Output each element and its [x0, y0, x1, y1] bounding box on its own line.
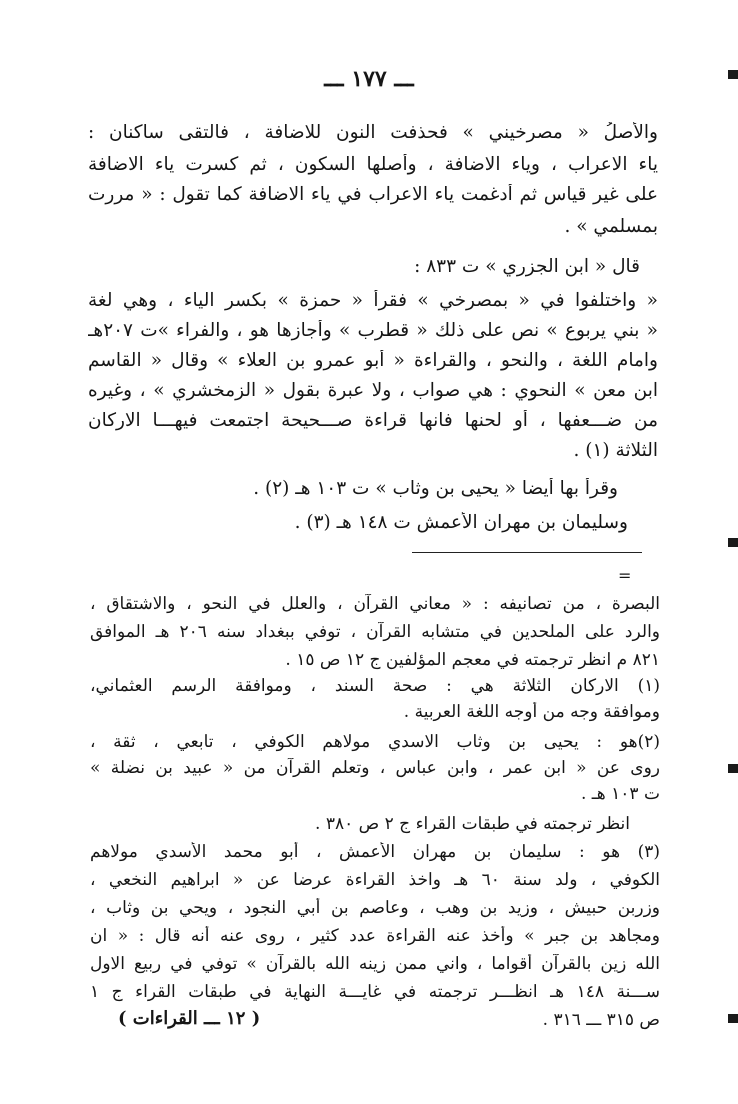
body-line: بمسلمي » . [564, 216, 658, 237]
footnote-line: (٢)هو : يحيى بن وثاب الاسدي مولاهم الكوفي ، تابعي ، ثقة ، [90, 732, 660, 752]
scan-edge-mark [728, 538, 738, 547]
body-line: من ضـــعفها ، أو لحنها فانها قراءة صـــحيحة اجتمعت فيهـــا الاركان [88, 410, 658, 431]
footnote-line: وموافقة وجه من أوجه اللغة العربية . [403, 702, 660, 722]
footnote-line: ٨٢١ م انظر ترجمته في معجم المؤلفين ج ١٢ ص ١٥ . [285, 650, 660, 670]
body-line: ياء الاعراب ، وياء الاضافة ، وأصلها السكون ، ثم كسرت ياء الاضافة [88, 154, 658, 175]
quote-heading: قال « ابن الجزري » ت ٨٣٣ : [414, 256, 640, 277]
footnote-line: الله زين بالقرآن أقواما ، واني ممن زينه الله بالقرآن » توفي في ربيع الاول [90, 954, 660, 974]
signature-mark: ( ١٢ ـــ القراءات ) [118, 1008, 261, 1029]
footnote-line: انظر ترجمته في طبقات القراء ج ٢ ص ٣٨٠ . [315, 814, 630, 834]
body-line: وسليمان بن مهران الأعمش ت ١٤٨ هـ (٣) . [294, 512, 628, 533]
page-number: ـــ ١٧٧ ـــ [324, 66, 414, 92]
body-line: وقرأ بها أيضا « يحيى بن وثاب » ت ١٠٣ هـ (٢) . [253, 478, 618, 499]
footnote-line: البصرة ، من تصانيفه : « معاني القرآن ، والعلل في النحو ، والاشتقاق ، [90, 594, 660, 614]
body-line: ابن معن » النحوي : هي صواب ، ولا عبرة بقول « الزمخشري » ، وغيره [88, 380, 658, 401]
footnote-line: (٣) هو : سليمان بن مهران الأعمش ، أبو محمد الأسدي مولاهم [90, 842, 660, 862]
body-line: وامام اللغة ، والنحو ، والقراءة « أبو عمرو بن العلاء » وقال « القاسم [88, 350, 658, 371]
body-line: الثلاثة (١) . [573, 440, 658, 461]
footnote-line: الكوفي ، ولد سنة ٦٠ هـ واخذ القراءة عرضا عن « ابراهيم النخعي ، [90, 870, 660, 890]
footnote-line: ســـنة ١٤٨ هـ انظـــر ترجمته في غايـــة النهاية في طبقات القراء ج ١ [90, 982, 660, 1002]
body-line: على غير قياس ثم أدغمت ياء الاعراب في ياء الاضافة كما تقول : « مررت [88, 184, 658, 205]
scan-edge-mark [728, 1014, 738, 1023]
footnote-line: والرد على الملحدين في متشابه القرآن ، توفي ببغداد سنه ٢٠٦ هـ الموافق [90, 622, 660, 642]
body-line: « بني يربوع » نص على ذلك « قطرب » وأجازها هو ، والفراء »ت ٢٠٧هـ [88, 320, 658, 341]
footnote-line: وزربن حبيش ، وزيد بن وهب ، وعاصم بن أبي النجود ، ويحي بن وثاب ، [90, 898, 660, 918]
scan-edge-mark [728, 70, 738, 79]
scan-edge-mark [728, 764, 738, 773]
continuation-mark: = [618, 566, 632, 585]
body-line: « واختلفوا في « بمصرخي » فقرأ « حمزة » بكسر الياء ، وهي لغة [88, 290, 658, 311]
body-line: والأصلُ « مصرخيني » فحذفت النون للاضافة ، فالتقى ساكنان : [88, 122, 658, 143]
footnote-line: ص ٣١٥ ـــ ٣١٦ . [542, 1010, 660, 1030]
footnote-line: ت ١٠٣ هـ . [581, 784, 660, 804]
footnote-separator [412, 552, 642, 553]
footnote-line: (١) الاركان الثلاثة هي : صحة السند ، وموافقة الرسم العثماني، [90, 676, 660, 696]
footnote-line: ومجاهد بن جبر » وأخذ عنه القراءة عدد كثير ، روى عنه أنه قال : « ان [90, 926, 660, 946]
footnote-line: روى عن « ابن عمر ، وابن عباس ، وتعلم القرآن من « عبيد بن نضلة » [90, 758, 660, 778]
